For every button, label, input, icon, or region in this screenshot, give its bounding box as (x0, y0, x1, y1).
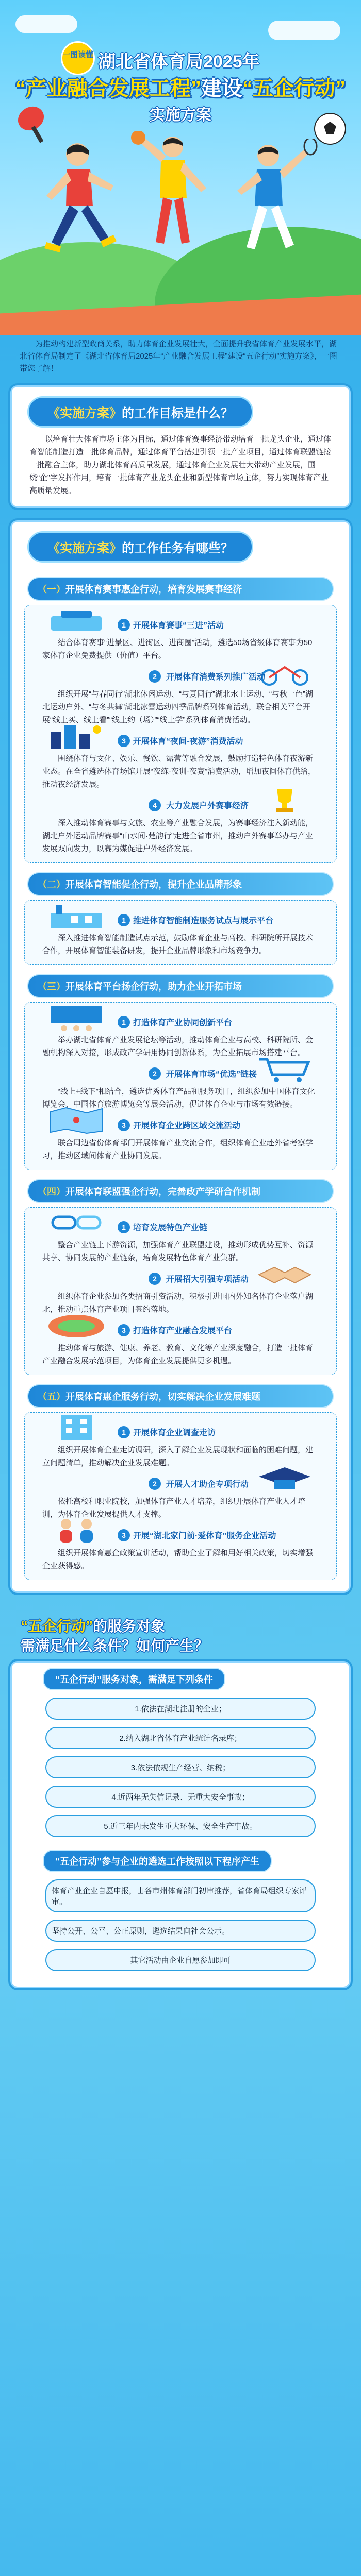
task-group-1-header (27, 577, 334, 601)
task-item-text: 依托高校和职业院校，加强体育产业人才培养，组织开展体育产业人才培训，为体育企业发展提供人才支撑。 (42, 1497, 306, 1519)
night-city-icon (45, 721, 107, 750)
hero-banner (0, 0, 361, 335)
task-item (40, 1526, 321, 1545)
condition-item: 3.依法依规生产经营、纳税； (45, 1756, 316, 1778)
task-item (40, 1013, 321, 1031)
task-item-label: 开展招大引强专项活动 (166, 1275, 249, 1284)
section-eligibility-title-part-c: 需满足什么条件？如何产生？ (21, 1638, 209, 1654)
task-item-text: 深入推动体育赛事与文旅、农业等产业融合发展，为赛事经济注入新动能，湖北户外运动品牌赛事“山水间·楚韵行”走进全省市州，推动户外赛事举办与产业发展双向发力，以赛为媒促进户外经济发展。 (42, 819, 314, 853)
task-group-3-header (27, 974, 334, 998)
task-group-5 (24, 1412, 337, 1580)
task-group-5-header (27, 1384, 334, 1408)
section-tasks (10, 520, 351, 1593)
task-item-label: 打造体育产业融合发展平台 (133, 1327, 233, 1335)
task-item (40, 732, 321, 750)
task-item-text: 组织开展体育企业走访调研，深入了解企业发展现状和面临的困难问题，建立问题清单，推动解决企业发展难题。 (42, 1446, 314, 1467)
hero-title-part-a: “产业融合发展工程” (15, 77, 201, 100)
section-goals (10, 385, 351, 508)
task-group-title: 开展体育平台扬企行动，助力企业开拓市场 (65, 981, 242, 992)
factory-icon (45, 901, 107, 929)
condition-item: 5.近三年内未发生重大环保、安全生产事故。 (45, 1815, 316, 1837)
task-group-number: （二） (38, 879, 65, 890)
people-icon (45, 1516, 107, 1545)
racket-icon (10, 103, 57, 144)
condition-item: 1.依法在湖北注册的企业； (45, 1698, 316, 1720)
task-item (40, 1064, 321, 1083)
football-icon (309, 108, 351, 149)
section-eligibility (10, 1661, 351, 1988)
basketball-player-icon (129, 131, 217, 250)
task-group-number: （一） (38, 584, 65, 595)
task-item-number: 1 (118, 1016, 130, 1028)
task-item-number: 4 (149, 799, 161, 811)
task-item-number: 2 (149, 670, 161, 683)
task-item-label: 开展体育“夜间-夜游”消费活动 (133, 737, 243, 746)
task-item-text: 结合体育赛事“进景区、进街区、进商圈”活动，遴选50场省级体育赛事为50家体育企业免费提供（价值）平台。 (42, 638, 313, 660)
task-item-number: 1 (118, 1221, 130, 1233)
section-tasks-title-part-a: 《实施方案》 (47, 541, 122, 555)
task-item-text: 组织开展体育惠企政策宣讲活动，帮助企业了解和用好相关政策，切实增强企业获得感。 (42, 1549, 314, 1570)
chain-icon (45, 1208, 107, 1236)
process-title: “五企行动”参与企业的遴选工作按照以下程序产生 (43, 1850, 272, 1872)
task-group-title: 开展体育惠企服务行动，切实解决企业发展难题 (65, 1392, 260, 1402)
section-eligibility-title-part-b: 的服务对象 (93, 1618, 166, 1634)
task-item-label: 开展体育赛事“三进”活动 (133, 621, 224, 630)
task-item-label: 打造体育产业协同创新平台 (133, 1019, 233, 1027)
task-item (40, 1116, 321, 1134)
building-icon (45, 1413, 107, 1442)
task-item-text: 围绕体育与文化、娱乐、餐饮、露营等融合发展，鼓励打造特色体育夜游新业态。在全省遴选体育场馆开展“夜练·夜训·夜赛”消费活动，增加夜间体育供给，推动夜经济发展。 (42, 754, 316, 789)
meeting-icon (45, 1003, 107, 1031)
task-group-title: 开展体育智能促企行动，提升企业品牌形象 (65, 879, 242, 890)
task-group-2 (24, 900, 337, 965)
task-item (40, 616, 321, 634)
task-item-number: 2 (149, 1273, 161, 1285)
task-item-number: 3 (118, 1529, 130, 1541)
task-item (40, 667, 321, 686)
task-group-title: 开展体育联盟强企行动，完善政产学研合作机制 (65, 1187, 260, 1197)
track-field-icon (45, 1311, 107, 1340)
task-group-2-header (27, 872, 334, 896)
process-item: 体育产业企业自愿申报，由各市州体育部门初审推荐，省体育局组织专家评审。 (45, 1879, 316, 1912)
task-group-number: （四） (38, 1187, 65, 1197)
task-item-text: 推动体育与旅游、健康、养老、教育、文化等产业深度融合，打造一批体育产业融合发展示范项目，为体育企业发展提供更多机遇。 (42, 1344, 314, 1365)
task-item-number: 1 (118, 1426, 130, 1438)
task-item-number: 1 (118, 619, 130, 631)
task-item-number: 1 (118, 914, 130, 926)
task-item-number: 3 (118, 735, 130, 747)
task-item-text: 深入推进体育智能制造试点示范，鼓励体育企业与高校、科研院所开展技术合作，开展体育智能装备研发，提升企业品牌形象和市场竞争力。 (42, 934, 314, 955)
conditions-title: “五企行动”服务对象，需满足下列条件 (43, 1668, 225, 1690)
hero-title-part-b: 建设 (201, 77, 242, 100)
hero-org-title: 湖北省体育局2025年 (98, 52, 260, 72)
task-item (40, 1475, 321, 1493)
task-item-label: 开展体育企业跨区域交流活动 (133, 1122, 241, 1130)
task-item (40, 796, 321, 815)
task-item-label: 开展体育消费系列推广活动 (166, 673, 266, 682)
section-eligibility-title (21, 1617, 340, 1656)
task-item-number: 2 (149, 1478, 161, 1490)
task-item-number: 3 (118, 1119, 130, 1131)
hero-title-part-c: “五企行动” (242, 77, 346, 100)
hero-tag-badge: 一图读懂 (61, 41, 95, 75)
task-item-text: 联合周边省份体育部门开展体育产业交流合作，组织体育企业赴外省考察学习，推动区域间体育产业协同发展。 (42, 1139, 314, 1160)
section-goals-title-part-a: 《实施方案》 (47, 406, 122, 420)
stadium-icon (45, 605, 107, 634)
process-note: 其它活动由企业自愿参加即可 (45, 1949, 316, 1971)
task-group-3 (24, 1002, 337, 1170)
task-item-label: 开展“湖北家门前·爱体育”服务企业活动 (133, 1532, 276, 1540)
intro-paragraph: 为推动构建新型政商关系，助力体育企业发展壮大，全面提升我省体育产业发展水平，湖北省体育局制定了《湖北省体育局2025年“产业融合发展工程”建设“五企行动”实施方案》，一图带您了解！ (20, 340, 337, 373)
task-item-label: 大力发展户外赛事经济 (166, 802, 249, 810)
task-group-title: 开展体育赛事惠企行动，培育发展赛事经济 (65, 584, 242, 595)
cloud-icon (15, 15, 77, 33)
section-tasks-title-part-b: 的工作任务有哪些？ (122, 541, 233, 555)
task-item-text: 组织开展“与春同行”湖北休闲运动、“与夏同行”湖北水上运动、“与秋一色”湖北运动户外、“与冬共舞”湖北冰雪运动四季品牌系列体育活动，联合相关平台开展“线上买、线上看”“线上约（场）”“线上学”系列体育消费活动。 (42, 690, 313, 724)
badminton-player-icon (222, 139, 320, 273)
task-item-label: 培育发展特色产业链 (133, 1224, 208, 1232)
task-group-4-header (27, 1179, 334, 1203)
task-item-text: “线上+线下”相结合，遴选优秀体育产品和服务项目，组织参加中国体育文化博览会、中国体育旅游博览会等展会活动，促进体育企业与市场有效链接。 (42, 1087, 315, 1109)
task-item-text: 组织体育企业参加各类招商引资活动，积极引进国内外知名体育企业落户湖北，推动重点体育产业项目签约落地。 (42, 1292, 314, 1314)
task-item (40, 1321, 321, 1340)
process-item: 坚持公开、公平、公正原则，遴选结果向社会公示。 (45, 1920, 316, 1942)
task-item-label: 推进体育智能制造服务试点与展示平台 (133, 917, 274, 925)
task-group-number: （三） (38, 981, 65, 992)
hero-main-title (0, 72, 361, 101)
section-goals-text: 以培育壮大体育市场主体为目标，通过体育赛事经济带动培育一批龙头企业，通过体育智能制造打造一批体育品牌，通过体育平台搭建引领一批产业项目，通过体育联盟链接一批融合主体，助力湖北体育高质量发展，通过体育企业发展壮大带动产业发展，围绕“企”字发挥作用，培育一批体育产业龙头企业和新型体育市场主体，努力实现体育产业高质量发展。 (29, 435, 332, 495)
task-item (40, 1423, 321, 1442)
cloud-icon (268, 21, 340, 40)
task-item-label: 开展体育企业调查走访 (133, 1429, 216, 1437)
task-item-number: 2 (149, 1067, 161, 1080)
section-eligibility-title-part-a: “五企行动” (21, 1618, 93, 1634)
task-item-text: 整合产业链上下游资源，加强体育产业联盟建设，推动形成优势互补、资源共享、协同发展的产业链条，培育发展特色体育产业集群。 (42, 1241, 314, 1262)
section-tasks-title (27, 531, 253, 563)
task-group-number: （五） (38, 1392, 65, 1402)
section-goals-title (27, 396, 253, 428)
task-item-label: 开展体育市场“优选”链接 (166, 1070, 257, 1079)
task-item (40, 1218, 321, 1236)
section-goals-title-part-b: 的工作目标是什么？ (122, 406, 233, 420)
condition-item: 4.近两年无失信记录、无重大安全事故； (45, 1786, 316, 1808)
hero-subtitle: 实施方案 (150, 107, 211, 124)
task-item (40, 911, 321, 929)
task-item (40, 1269, 321, 1288)
runner-icon (31, 139, 124, 273)
task-item-number: 3 (118, 1324, 130, 1336)
map-icon (45, 1106, 107, 1134)
task-group-4 (24, 1207, 337, 1375)
task-item-text: 举办湖北省体育产业发展论坛等活动，推动体育企业与高校、科研院所、金融机构深入对接，形成政产学研用协同创新体系，为企业拓展市场搭建平台。 (42, 1036, 314, 1057)
task-group-1 (24, 605, 337, 863)
condition-item: 2.纳入湖北省体育产业统计名录库； (45, 1727, 316, 1749)
task-item-label: 开展人才助企专项行动 (166, 1480, 249, 1489)
